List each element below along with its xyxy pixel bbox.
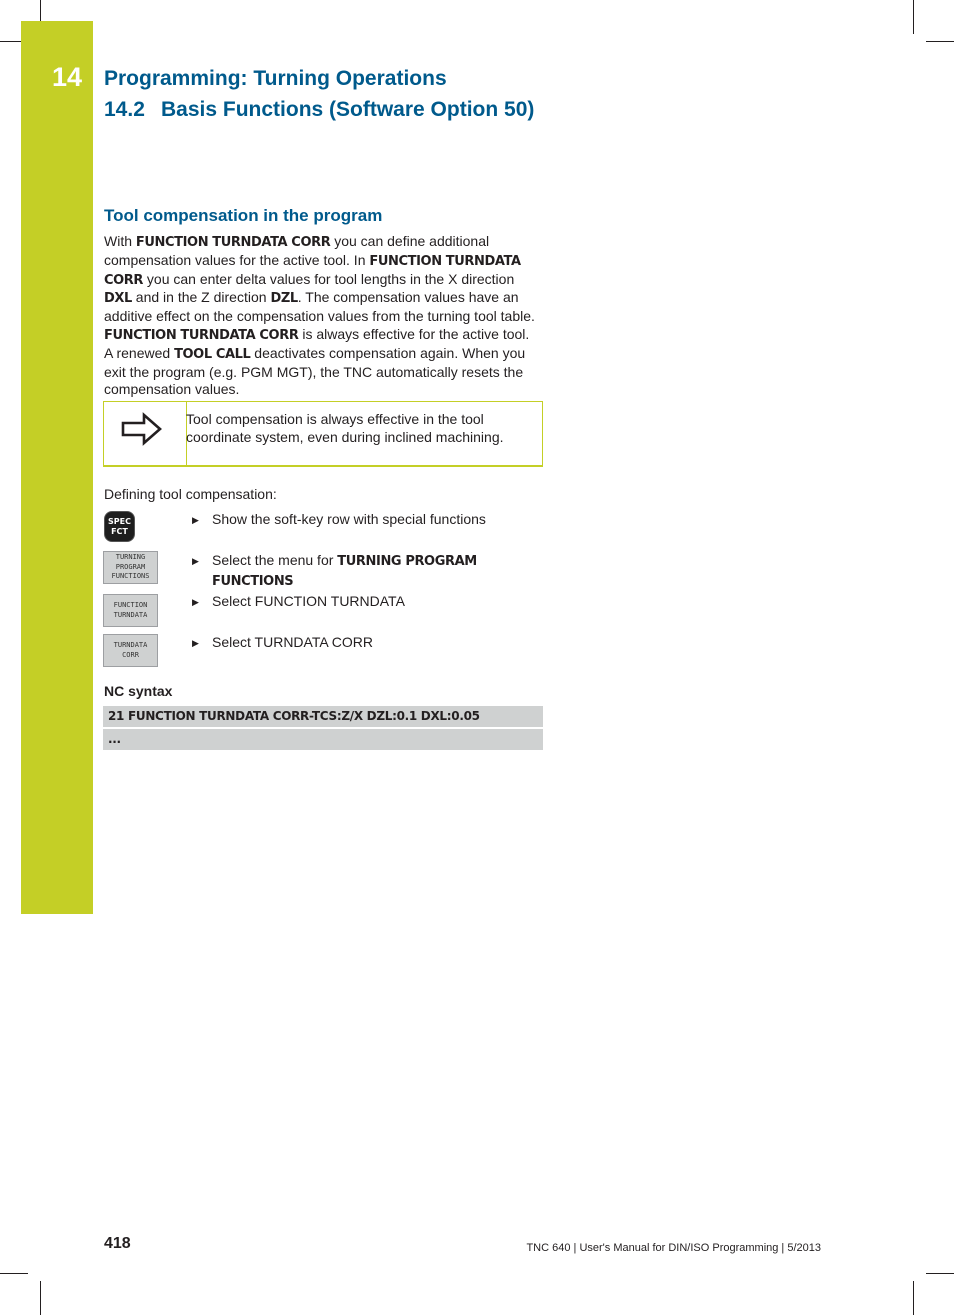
softkey-line: TURNDATA [113, 610, 148, 619]
footer-text: TNC 640 | User's Manual for DIN/ISO Programming | 5/2013 [526, 1242, 821, 1254]
defining-label: Defining tool compensation: [104, 486, 277, 502]
spec-fct-key[interactable] [104, 511, 135, 542]
page-number: 418 [104, 1235, 131, 1252]
note-text: Tool compensation is always effective in the tool coordinate system, even during inclined machining. [186, 411, 504, 445]
intro-bold-term: TOOL CALL [174, 346, 251, 362]
softkey-function-turndata[interactable] [103, 594, 158, 627]
step-text: Select FUNCTION TURNDATA [212, 593, 405, 609]
bullet-triangle-icon: ▶ [192, 556, 199, 566]
softkey-line: PROGRAM [115, 562, 146, 571]
step-item [192, 633, 373, 652]
section-title [104, 98, 534, 122]
softkey-turndata-corr[interactable] [103, 634, 158, 667]
spec-fct-line2: FCT [111, 526, 128, 536]
intro-text: deactivates compensation again. When you exit the program (e.g. PGM MGT), the TNC automatically resets the compensation values. [104, 344, 526, 398]
softkey-turning-program-functions[interactable] [103, 551, 158, 584]
softkey-line: CORR [122, 650, 139, 659]
crop-mark [913, 1281, 914, 1315]
intro-text: you can define additional compensation values for the active tool. In [104, 233, 490, 268]
bullet-triangle-icon: ▶ [192, 597, 199, 607]
intro-bold-term: DZL [270, 291, 298, 307]
intro-bold-term: FUNCTION TURNDATA CORR [104, 327, 299, 343]
step-item [192, 592, 405, 611]
arrow-right-icon [120, 411, 164, 452]
softkey-line: TURNDATA [113, 641, 148, 649]
step-item [192, 551, 477, 591]
step-bold: FUNCTIONS [212, 574, 294, 589]
bullet-triangle-icon: ▶ [192, 515, 199, 525]
intro-text: is always effective for the active tool. A renewed [104, 325, 530, 361]
intro-text: and in the Z direction [131, 289, 271, 306]
step-text: Select TURNDATA CORR [212, 634, 374, 650]
step-bold: TURNING PROGRAM [337, 554, 477, 569]
step-item [192, 510, 486, 529]
softkey-line: FUNCTION [113, 601, 148, 609]
crop-mark [40, 1281, 41, 1315]
section-title-text: Basis Functions (Software Option 50) [161, 98, 535, 121]
spec-fct-line1: SPEC [108, 516, 131, 526]
bullet-triangle-icon: ▶ [192, 638, 199, 648]
nc-line: 21 FUNCTION TURNDATA CORR-TCS:Z/X DZL:0.1 DXL:0.05 [103, 706, 543, 727]
nc-line: ... [103, 729, 543, 750]
softkey-line: FUNCTIONS [111, 572, 150, 581]
intro-text: you can enter delta values for tool lengths in the X direction [143, 270, 515, 287]
intro-bold-term: DXL [104, 291, 132, 307]
softkey-line: TURNING [115, 553, 146, 562]
crop-mark [913, 0, 914, 34]
intro-paragraph [104, 233, 539, 399]
chapter-title: Programming: Turning Operations [104, 67, 447, 90]
intro-text: . The compensation values have an additive effect on the compensation values from the turning tool table. [104, 289, 535, 325]
crop-mark [926, 1273, 954, 1274]
intro-bold-term: FUNCTION TURNDATA CORR [135, 235, 331, 250]
section-number: 14.2 [104, 98, 145, 121]
step-text: Show the soft-key row with special functions [212, 511, 486, 527]
intro-text: With [104, 233, 136, 249]
step-text: Select the menu for [212, 552, 338, 568]
chapter-number: 14 [52, 62, 83, 92]
subsection-heading: Tool compensation in the program [104, 206, 383, 225]
nc-syntax-heading: NC syntax [104, 683, 173, 699]
crop-mark [926, 41, 954, 42]
crop-mark [0, 1273, 28, 1274]
chapter-sidebar [21, 21, 93, 914]
note-box [103, 401, 543, 467]
intro-bold-term: FUNCTION TURNDATA CORR [104, 253, 521, 288]
